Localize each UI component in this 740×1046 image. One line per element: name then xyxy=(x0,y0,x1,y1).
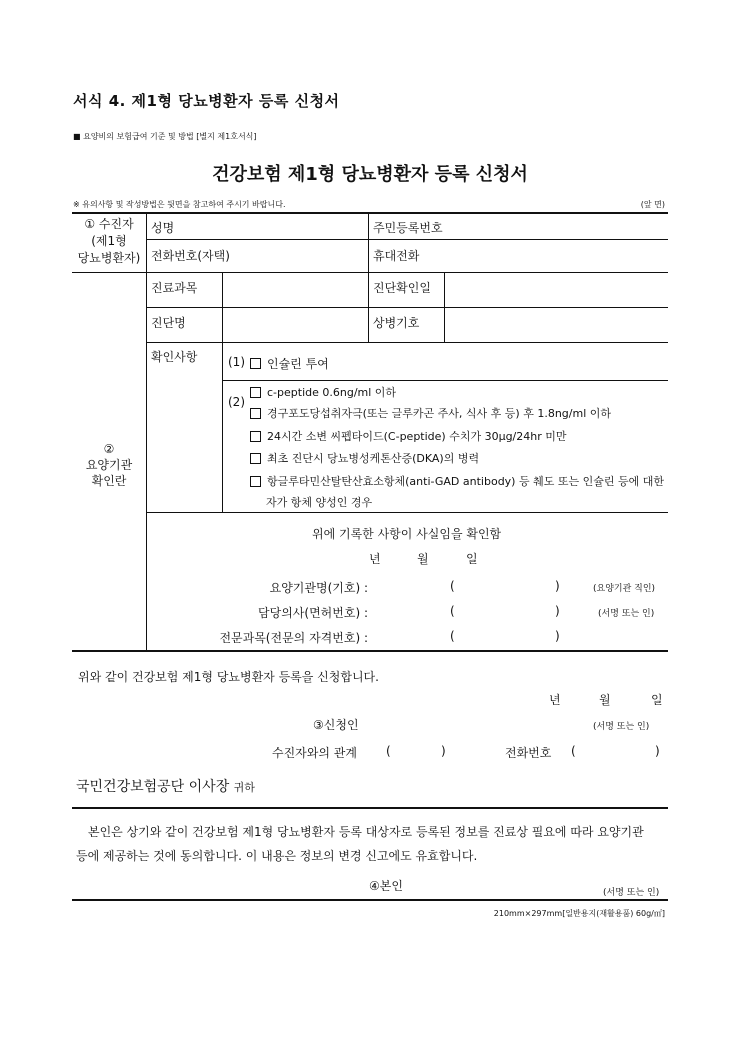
item2-number: (2) xyxy=(228,395,245,409)
specialty-label: 전문과목(전문의 자격번호) : xyxy=(219,631,368,645)
criterion-2-checkbox[interactable] xyxy=(250,408,261,419)
criterion-2[interactable]: 경구포도당섭취자극(또는 글루카곤 주사, 식사 후 등) 후 1.8ng/ml 이하 xyxy=(250,405,611,421)
form-number: 서식 4. 제1형 당뇨병환자 등록 신청서 xyxy=(73,92,340,110)
criterion-3[interactable]: 24시간 소변 씨펩타이드(C-peptide) 수치가 30μg/24hr 미만 xyxy=(250,428,567,444)
criterion-1[interactable]: c-peptide 0.6ng/ml 이하 xyxy=(250,384,396,400)
doctor-label: 담당의사(면허번호) : xyxy=(258,606,368,620)
certify-year: 년 xyxy=(369,552,381,566)
relation-paren-close: ) xyxy=(441,744,446,758)
doctor-paren-open: ( xyxy=(450,604,455,618)
consent-top-border xyxy=(72,807,668,809)
consent-bottom-border xyxy=(72,899,668,901)
item1-number: (1) xyxy=(228,355,245,369)
certify-month: 월 xyxy=(417,552,429,566)
institution-paren-close: ) xyxy=(555,579,560,593)
instruction-note: ※ 유의사항 및 작성방법은 뒷면을 참고하여 주시기 바랍니다. xyxy=(73,200,286,209)
resident-number-label: 주민등록번호 xyxy=(373,221,443,235)
applicant-sign: (서명 또는 인) xyxy=(593,722,650,732)
phone-paren-open: ( xyxy=(571,744,576,758)
criterion-5-continued: 자가 항체 양성인 경우 xyxy=(266,496,373,509)
criterion-4-checkbox[interactable] xyxy=(250,453,261,464)
department-label: 진료과목 xyxy=(151,281,198,295)
self-sign: (서명 또는 인) xyxy=(603,888,660,898)
certify-statement: 위에 기록한 사항이 사실임을 확인함 xyxy=(312,527,502,541)
consent-line-1: 본인은 상기와 같이 건강보험 제1형 당뇨병환자 등록 대상자로 등록된 정보를 진료상 필요에 따라 요양기관 xyxy=(88,825,644,839)
table-bottom-border xyxy=(72,650,668,652)
criterion-1-checkbox[interactable] xyxy=(250,387,261,398)
diagnosis-date-label: 진단확인일 xyxy=(373,281,431,295)
institution-paren-open: ( xyxy=(450,579,455,593)
section1-label: ① 수진자 (제1형 당뇨병환자) xyxy=(77,217,141,265)
applicant-label: ③신청인 xyxy=(313,718,359,732)
page-side-label: (앞 면) xyxy=(640,200,665,209)
specialty-paren-close: ) xyxy=(555,629,560,643)
relation-paren-open: ( xyxy=(386,744,391,758)
home-phone-label: 전화번호(자택) xyxy=(151,249,230,263)
insulin-label: 인슐린 투여 xyxy=(267,357,329,371)
insulin-checkbox[interactable] xyxy=(250,358,261,369)
relation-label: 수진자와의 관계 xyxy=(272,746,357,760)
institution-seal: (요양기관 직인) xyxy=(593,584,656,594)
certify-day: 일 xyxy=(466,552,478,566)
specialty-paren-open: ( xyxy=(450,629,455,643)
name-label: 성명 xyxy=(151,221,175,235)
addressee: 국민건강보험공단 이사장 귀하 xyxy=(76,779,255,795)
application-statement: 위와 같이 건강보험 제1형 당뇨병환자 등록을 신청합니다. xyxy=(78,670,379,684)
criterion-5-checkbox[interactable] xyxy=(250,476,261,487)
phone-paren-close: ) xyxy=(655,744,660,758)
criterion-4[interactable]: 최초 진단시 당뇨병성케톤산증(DKA)의 병력 xyxy=(250,450,479,466)
criterion-3-checkbox[interactable] xyxy=(250,431,261,442)
mobile-label: 휴대전화 xyxy=(373,249,420,263)
section2-label: ② 요양기관 확인란 xyxy=(85,442,133,488)
phone-label: 전화번호 xyxy=(505,746,552,760)
table-top-border xyxy=(72,212,668,214)
form-reference: ■ 요양비의 보험급여 기준 및 방법 [별지 제1호서식] xyxy=(73,132,257,141)
consent-line-2: 등에 제공하는 것에 동의합니다. 이 내용은 정보의 변경 신고에도 유효합니다. xyxy=(76,849,478,863)
institution-label: 요양기관명(기호) : xyxy=(269,581,368,595)
application-day: 일 xyxy=(651,693,663,707)
application-year: 년 xyxy=(549,693,561,707)
confirmation-label: 확인사항 xyxy=(151,350,198,364)
application-month: 월 xyxy=(599,693,611,707)
disease-code-label: 상병기호 xyxy=(373,316,420,330)
page-title: 건강보험 제1형 당뇨병환자 등록 신청서 xyxy=(212,164,528,185)
insulin-checkbox-row[interactable] xyxy=(250,355,329,372)
paper-spec: 210mm×297mm[일반용지(재활용품) 60g/㎡] xyxy=(493,909,665,918)
diagnosis-name-label: 진단명 xyxy=(151,316,186,330)
doctor-paren-close: ) xyxy=(555,604,560,618)
doctor-sign: (서명 또는 인) xyxy=(598,609,655,619)
criterion-5[interactable]: 항글루타민산탈탄산효소항체(anti-GAD antibody) 등 췌도 또는 인슐린 등에 대한 xyxy=(250,473,664,489)
self-label: ④본인 xyxy=(369,879,403,893)
